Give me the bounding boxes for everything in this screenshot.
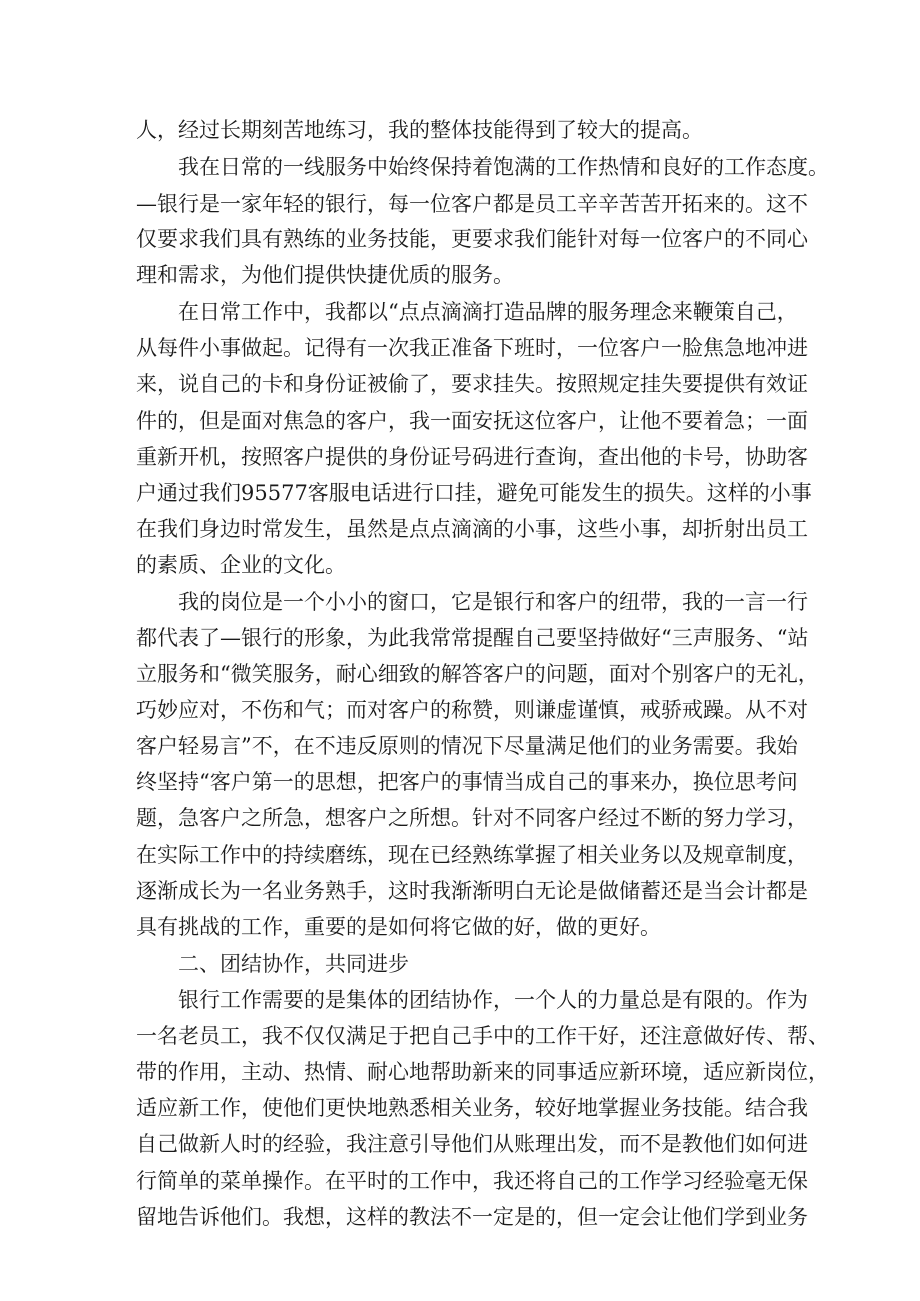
text-line: 都代表了—银行的形象，为此我常常提醒自己要坚持做好“三声服务、“站 (136, 626, 809, 650)
text-line: 件的，但是面对焦急的客户，我一面安抚这位客户，让他不要着急；一面 (136, 409, 808, 433)
text-line: 重新开机，按照客户提供的身份证号码进行查询，查出他的卡号，协助客 (136, 445, 808, 469)
text-line: 一名老员工，我不仅仅满足于把自己手中的工作干好，还注意做好传、帮、 (136, 1024, 829, 1048)
text-line: 人，经过长期刻苦地练习，我的整体技能得到了较大的提高。 (136, 118, 703, 142)
text-line: 自己做新人时的经验，我注意引导他们从账理出发，而不是教他们如何进 (136, 1132, 808, 1156)
text-line: 带的作用，主动、热情、耐心地帮助新来的同事适应新环境，适应新岗位， (136, 1060, 829, 1084)
paragraph-start: 银行工作需要的是集体的团结协作，一个人的力量总是有限的。作为 (178, 988, 808, 1012)
text-line: 具有挑战的工作，重要的是如何将它做的好，做的更好。 (136, 915, 661, 939)
paragraph-start: 我在日常的一线服务中始终保持着饱满的工作热情和良好的工作态度。 (178, 155, 829, 179)
text-line: 巧妙应对，不伤和气；而对客户的称赞，则谦虚谨慎，戒骄戒躁。从不对 (136, 698, 808, 722)
paragraph-start: 我的岗位是一个小小的窗口，它是银行和客户的纽带，我的一言一行 (178, 590, 808, 614)
text-line: 留地告诉他们。我想，这样的教法不一定是的，但一定会让他们学到业务 (136, 1205, 808, 1229)
text-line: 在我们身边时常发生，虽然是点点滴滴的小事，这些小事，却折射出员工 (136, 517, 808, 541)
text-line: 行简单的菜单操作。在平时的工作中，我还将自己的工作学习经验毫无保 (136, 1169, 808, 1193)
text-line: 理和需求，为他们提供快捷优质的服务。 (136, 263, 514, 287)
section-heading: 二、团结协作，共同进步 (178, 952, 409, 976)
text-line: 来，说自己的卡和身份证被偷了，要求挂失。按照规定挂失要提供有效证 (136, 372, 808, 396)
text-line: 仅要求我们具有熟练的业务技能，更要求我们能针对每一位客户的不同心 (136, 227, 808, 251)
paragraph-start: 在日常工作中，我都以“点点滴滴打造品牌的服务理念来鞭策自己， (178, 300, 798, 324)
text-line: 客户轻易言”不，在不违反原则的情况下尽量满足他们的业务需要。我始 (136, 734, 798, 758)
text-line: 在实际工作中的持续磨练，现在已经熟练掌握了相关业务以及规章制度， (136, 843, 808, 867)
text-line: 题，急客户之所急，想客户之所想。针对不同客户经过不断的努力学习， (136, 806, 808, 830)
text-line: 逐渐成长为一名业务熟手，这时我渐渐明白无论是做储蓄还是当会计都是 (136, 879, 808, 903)
text-line: 户通过我们95577客服电话进行口挂，避免可能发生的损失。这样的小事 (136, 481, 812, 505)
text-line: 立服务和“微笑服务，耐心细致的解答客户的问题，面对个别客户的无礼， (136, 662, 819, 686)
text-line: 的素质、企业的文化。 (136, 553, 346, 577)
text-line: 适应新工作，使他们更快地熟悉相关业务，较好地掌握业务技能。结合我 (136, 1096, 808, 1120)
text-line: —银行是一家年轻的银行，每一位客户都是员工辛辛苦苦开拓来的。这不 (136, 192, 808, 216)
text-line: 终坚持“客户第一的思想，把客户的事情当成自己的事来办，换位思考问 (136, 770, 798, 794)
text-line: 从每件小事做起。记得有一次我正准备下班时，一位客户一脸焦急地冲进 (136, 336, 808, 360)
